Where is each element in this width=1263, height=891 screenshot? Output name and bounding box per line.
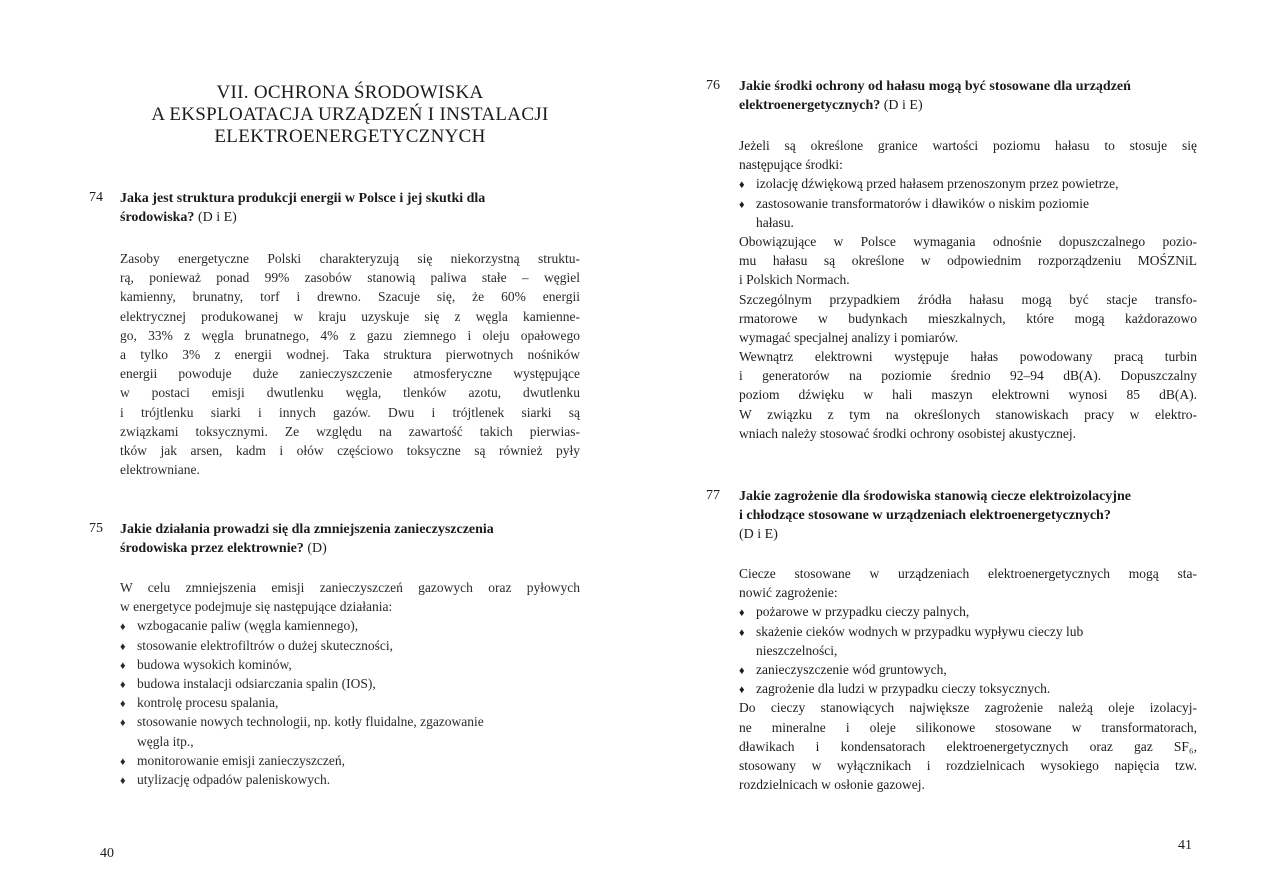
question-number: 75	[89, 521, 103, 536]
text-line: Zasoby energetyczne Polski charakteryzują się niekorzystną struktu-	[120, 251, 580, 266]
left-page	[0, 0, 631, 891]
question-code: (D i E)	[739, 527, 778, 542]
text-line: związkami toksycznymi. Ze względu na zawartość takich pierwias-	[120, 423, 580, 439]
list-item: ♦ utylizację odpadów paleniskowych.	[120, 770, 580, 789]
bullet-icon: ♦	[120, 717, 126, 730]
text-line: w postaci emisji dwutlenku węgla, tlenków azotu, dwutlenku	[120, 385, 580, 401]
list-item-continuation: nieszczelności,	[756, 642, 838, 658]
list-item-continuation: hałasu.	[756, 214, 794, 230]
text-line: ne mineralne i oleje silikonowe stosowane w transformatorach,	[739, 719, 1197, 735]
list-item-continuation: węgla itp.,	[137, 733, 194, 749]
text-line: Obowiązujące w Polsce wymagania odnośnie dopuszczalnego pozio-	[739, 233, 1197, 249]
text-line: dławikach i kondensatorach elektroenergetycznych oraz gaz SF₆,	[739, 738, 1197, 754]
text-line: i Polskich Normach.	[739, 272, 850, 288]
answer-text	[120, 578, 580, 789]
question-code: (D i E)	[197, 210, 237, 225]
bullet-icon: ♦	[120, 640, 126, 653]
text-line: Ciecze stosowane w urządzeniach elektroenergetycznych mogą sta-	[739, 566, 1197, 581]
list-item: ♦ monitorowanie emisji zanieczyszczeń,	[120, 751, 580, 770]
chapter-title-line: ELEKTROENERGETYCZNYCH	[214, 126, 486, 147]
text-line: i trójtlenku siarki i innych gazów. Dwu i trójtlenek siarki są	[120, 404, 580, 420]
page-number: 41	[1178, 838, 1192, 853]
list-item: ♦ zagrożenie dla ludzi w przypadku cieczy toksycznych.	[739, 679, 1197, 698]
answer-text	[120, 249, 580, 479]
question-title-line: i chłodzące stosowane w urządzeniach elektroenergetycznych?	[739, 508, 1111, 523]
question-number: 76	[706, 78, 720, 93]
question-title-line: elektroenergetycznych?	[739, 98, 881, 113]
list-item: ♦ kontrolę procesu spalania,	[120, 693, 580, 712]
list-item: ♦ budowa wysokich kominów,	[120, 655, 580, 674]
bullet-icon: ♦	[120, 698, 126, 711]
question-title	[739, 487, 1205, 544]
answer-text	[739, 564, 1197, 794]
text-line: Szczególnym przypadkiem źródła hałasu mogą być stacje transfo-	[739, 291, 1197, 307]
question-title	[739, 77, 1205, 115]
question-title-line: Jakie działania prowadzi się dla zmniejszenia zanieczyszczenia	[120, 522, 494, 537]
question-number: 74	[89, 190, 103, 205]
list-item: ♦ zastosowanie transformatorów i dławików o niskim poziomie	[739, 194, 1197, 213]
text-line: elektrycznej produkowanej w kraju uzyskuje się z węgla kamienne-	[120, 308, 580, 324]
bullet-icon: ♦	[739, 607, 745, 620]
bullet-icon: ♦	[120, 774, 126, 787]
text-line: rmatorowe w budynkach mieszkalnych, które mogą każdorazowo	[739, 310, 1197, 326]
text-line: Jeżeli są określone granice wartości poziomu hałasu to stosuje się	[739, 138, 1197, 153]
question-title-line: Jakie środki ochrony od hałasu mogą być stosowane dla urządzeń	[739, 79, 1131, 94]
answer-text	[739, 136, 1197, 443]
question-title-line: środowiska przez elektrownie?	[120, 541, 304, 556]
text-line: Do cieczy stanowiących największe zagrożenie należą oleje izolacyj-	[739, 700, 1197, 716]
list-item: ♦ wzbogacanie paliw (węgla kamiennego),	[120, 616, 580, 635]
page-number: 40	[100, 846, 114, 861]
bullet-icon: ♦	[120, 678, 126, 691]
bullet-icon: ♦	[739, 684, 745, 697]
list-item: ♦ izolację dźwiękową przed hałasem przenoszonym przez powietrze,	[739, 174, 1197, 193]
question-title	[120, 520, 580, 558]
list-item: ♦ pożarowe w przypadku cieczy palnych,	[739, 602, 1197, 621]
list-item: ♦ stosowanie elektrofiltrów o dużej skuteczności,	[120, 636, 580, 655]
text-line: następujące środki:	[739, 157, 843, 173]
text-line: kamienny, brunatny, torf i drewno. Szacuje się, że 60% energii	[120, 289, 580, 305]
text-line: Wewnątrz elektrowni występuje hałas powodowany pracą turbin	[739, 349, 1197, 365]
question-code: (D i E)	[883, 98, 923, 113]
right-page	[631, 0, 1263, 891]
chapter-title-line: VII. OCHRONA ŚRODOWISKA	[216, 82, 484, 103]
text-line: go, 33% z węgla brunatnego, 4% z gazu ziemnego i oleju opałowego	[120, 327, 580, 343]
text-line: poziom dźwięku w hali maszyn elektrowni wynosi 85 dB(A).	[739, 387, 1197, 403]
text-line: elektrowniane.	[120, 462, 200, 478]
text-line: mu hałasu są określone w odpowiednim rozporządzeniu MOŚZNiL	[739, 253, 1197, 269]
list-item: ♦ skażenie cieków wodnych w przypadku wypływu cieczy lub	[739, 622, 1197, 641]
text-line: i generatorów na poziomie średnio 92–94 dB(A). Dopuszczalny	[739, 368, 1197, 384]
text-line: rozdzielnicach w osłonie gazowej.	[739, 777, 925, 793]
text-line: a tylko 3% z energii wodnej. Taka struktura pierwotnych nośników	[120, 346, 580, 362]
bullet-icon: ♦	[739, 626, 745, 639]
text-line: wniach należy stosować środki ochrony osobistej akustycznej.	[739, 425, 1077, 441]
text-line: W celu zmniejszenia emisji zanieczyszczeń gazowych oraz pyłowych	[120, 580, 580, 595]
text-line: stosowany w wyłącznikach i rozdzielnicach wysokiego napięcia tzw.	[739, 757, 1197, 773]
question-title-line: Jakie zagrożenie dla środowiska stanowią ciecze elektroizolacyjne	[739, 489, 1131, 504]
bullet-icon: ♦	[120, 755, 126, 768]
question-code: (D)	[307, 541, 327, 556]
bullet-icon: ♦	[739, 179, 745, 192]
text-line: w energetyce podejmuje się następujące działania:	[120, 599, 393, 615]
list-item: ♦ zanieczyszczenie wód gruntowych,	[739, 660, 1197, 679]
list-item: ♦ stosowanie nowych technologii, np. kotły fluidalne, zgazowanie	[120, 712, 580, 731]
text-line: W związku z tym na określonych stanowiskach pracy w elektro-	[739, 406, 1197, 422]
bullet-icon: ♦	[120, 659, 126, 672]
chapter-title	[100, 82, 600, 148]
question-number: 77	[706, 488, 720, 503]
chapter-title-line: A EKSPLOATACJA URZĄDZEŃ I INSTALACJI	[151, 104, 549, 125]
bullet-icon: ♦	[120, 621, 126, 634]
bullet-icon: ♦	[739, 664, 745, 677]
text-line: nowić zagrożenie:	[739, 585, 838, 601]
text-line: tków jak arsen, kadm i ołów częściowo toksyczne są również pyły	[120, 442, 580, 458]
list-item: ♦ budowa instalacji odsiarczania spalin (IOS),	[120, 674, 580, 693]
bullet-icon: ♦	[739, 198, 745, 211]
text-line: wymagać specjalnej analizy i pomiarów.	[739, 329, 959, 345]
question-title-line: środowiska?	[120, 210, 195, 225]
question-title	[120, 189, 580, 227]
text-line: energii powoduje duże zanieczyszczenie atmosferyczne występujące	[120, 366, 580, 382]
question-title-line: Jaka jest struktura produkcji energii w Polsce i jej skutki dla	[120, 191, 486, 206]
text-line: rą, ponieważ ponad 99% zasobów stanowią paliwa stałe – węgiel	[120, 270, 580, 286]
